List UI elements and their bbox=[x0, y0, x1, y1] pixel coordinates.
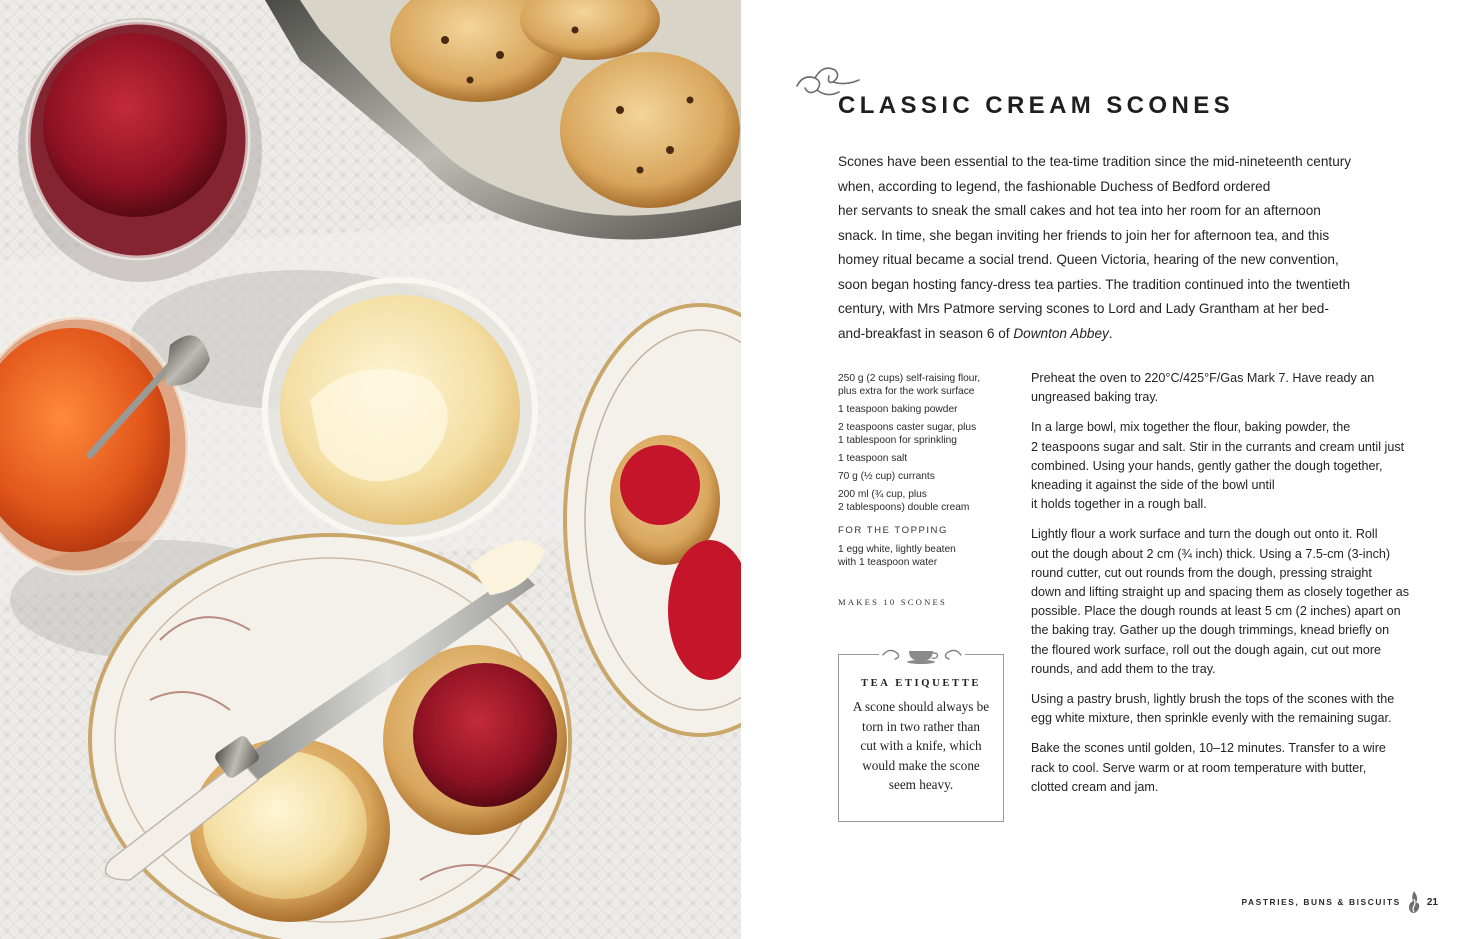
yield-note: MAKES 10 SCONES bbox=[838, 597, 947, 607]
intro-line: century, with Mrs Patmore serving scones to Lord and Lady Grantham at her bed- bbox=[838, 301, 1329, 316]
show-title: Downton Abbey bbox=[1013, 325, 1109, 341]
method-steps bbox=[1031, 369, 1421, 808]
intro-last-prefix: and-breakfast in season 6 of bbox=[838, 325, 1014, 341]
method-line: egg white mixture, then sprinkle evenly with the remaining sugar. bbox=[1031, 711, 1392, 726]
method-line: it holds together in a rough ball. bbox=[1031, 497, 1207, 512]
intro-line: homey ritual became a social trend. Queen Victoria, hearing of the new convention, bbox=[838, 252, 1339, 267]
etiquette-line: would make the scone bbox=[862, 757, 980, 773]
red-jam-jar bbox=[18, 18, 262, 282]
method-line: the baking tray. Gather up the dough trimmings, knead briefly on bbox=[1031, 623, 1390, 638]
method-line: rack to cool. Serve warm or at room temperature with butter, bbox=[1031, 760, 1367, 775]
ingredient-line: 70 g (½ cup) currants bbox=[838, 471, 935, 482]
flame-icon bbox=[1407, 890, 1421, 914]
ingredient-line: plus extra for the work surface bbox=[838, 386, 975, 397]
etiquette-title: TEA ETIQUETTE bbox=[860, 678, 982, 689]
method-line: Bake the scones until golden, 10–12 minutes. Transfer to a wire bbox=[1031, 741, 1386, 756]
method-line: rounds, and add them to the tray. bbox=[1031, 661, 1216, 676]
intro-line: Scones have been essential to the tea-time tradition since the mid-nineteenth century bbox=[838, 154, 1352, 169]
etiquette-line: torn in two rather than bbox=[862, 718, 980, 734]
recipe-introduction bbox=[838, 150, 1378, 346]
ingredient-line: 1 teaspoon salt bbox=[838, 453, 908, 464]
method-line: possible. Place the dough rounds at least 5 cm (2 inches) apart on bbox=[1031, 604, 1401, 619]
method-line: 2 teaspoons sugar and salt. Stir in the currants and cream until just bbox=[1031, 439, 1405, 454]
method-line: ungreased baking tray. bbox=[1031, 390, 1159, 405]
method-line: clotted cream and jam. bbox=[1031, 779, 1159, 794]
intro-line: snack. In time, she began inviting her friends to join her for afternoon tea, and this bbox=[838, 227, 1330, 243]
intro-line: her servants to sneak the small cakes and hot tea into her room for an afternoon bbox=[838, 203, 1321, 218]
method-step bbox=[1031, 418, 1421, 514]
intro-line: soon began hosting fancy-dress tea parties. The tradition continued into the twentieth bbox=[838, 276, 1351, 292]
tea-etiquette-box bbox=[838, 654, 1004, 822]
etiquette-text bbox=[847, 697, 995, 795]
etiquette-line: A scone should always be bbox=[852, 699, 990, 714]
method-line: Preheat the oven to 220°C/425°F/Gas Mark 7. Have ready an bbox=[1031, 371, 1375, 385]
ingredient-line: 2 tablespoons) double cream bbox=[838, 502, 970, 513]
method-step bbox=[1031, 369, 1421, 407]
page-number: 21 bbox=[1426, 896, 1438, 908]
teacup-ornament-icon bbox=[879, 645, 965, 665]
etiquette-line: seem heavy. bbox=[888, 777, 954, 792]
ingredient-line: 1 teaspoon baking powder bbox=[838, 404, 958, 415]
ingredients-list bbox=[838, 372, 1018, 574]
method-step bbox=[1031, 690, 1421, 728]
method-line: the floured work surface, roll out the dough again, cut out more bbox=[1031, 642, 1382, 657]
method-line: Lightly flour a work surface and turn the dough out onto it. Roll bbox=[1031, 527, 1378, 542]
topping-heading: FOR THE TOPPING bbox=[838, 525, 948, 536]
method-line: round cutter, cut out rounds from the dough, pressing straight bbox=[1031, 565, 1372, 580]
method-line: down and lifting straight up and spacing them as closely together as bbox=[1031, 585, 1410, 600]
intro-line: when, according to legend, the fashionable Duchess of Bedford ordered bbox=[838, 178, 1271, 194]
ingredient-item bbox=[838, 403, 1018, 416]
section-name: PASTRIES, BUNS & BISCUITS bbox=[1241, 897, 1401, 907]
method-line: Using a pastry brush, lightly brush the tops of the scones with the bbox=[1031, 692, 1395, 707]
ingredient-item bbox=[838, 452, 1018, 465]
method-step bbox=[1031, 739, 1421, 797]
method-step bbox=[1031, 525, 1421, 679]
ingredient-item bbox=[838, 372, 1018, 398]
page-footer bbox=[1241, 890, 1438, 914]
method-line: kneading it against the side of the bowl until bbox=[1031, 478, 1275, 493]
ingredient-line: 1 tablespoon for sprinkling bbox=[838, 435, 957, 446]
ingredient-item bbox=[838, 543, 1018, 569]
ingredient-line: 1 egg white, lightly beaten bbox=[838, 544, 956, 555]
etiquette-line: cut with a knife, which bbox=[860, 738, 982, 753]
recipe-title: CLASSIC CREAM SCONES bbox=[838, 92, 1235, 119]
method-line: In a large bowl, mix together the flour, baking powder, the bbox=[1031, 420, 1351, 435]
ingredient-item bbox=[838, 470, 1018, 483]
intro-last-suffix: . bbox=[1108, 325, 1113, 341]
method-line: combined. Using your hands, gently gather the dough together, bbox=[1031, 458, 1383, 473]
intro-line-last bbox=[838, 322, 1378, 347]
ingredient-item bbox=[838, 421, 1018, 447]
ingredient-item bbox=[838, 488, 1018, 514]
clotted-cream-bowl bbox=[265, 280, 535, 540]
ingredient-line: 2 teaspoons caster sugar, plus bbox=[838, 422, 977, 433]
ingredient-line: 250 g (2 cups) self-raising flour, bbox=[838, 373, 981, 384]
method-line: out the dough about 2 cm (¾ inch) thick. Using a 7.5-cm (3-inch) bbox=[1031, 546, 1391, 561]
ingredient-line: 200 ml (¾ cup, plus bbox=[838, 489, 927, 500]
ingredient-line: with 1 teaspoon water bbox=[838, 557, 938, 568]
